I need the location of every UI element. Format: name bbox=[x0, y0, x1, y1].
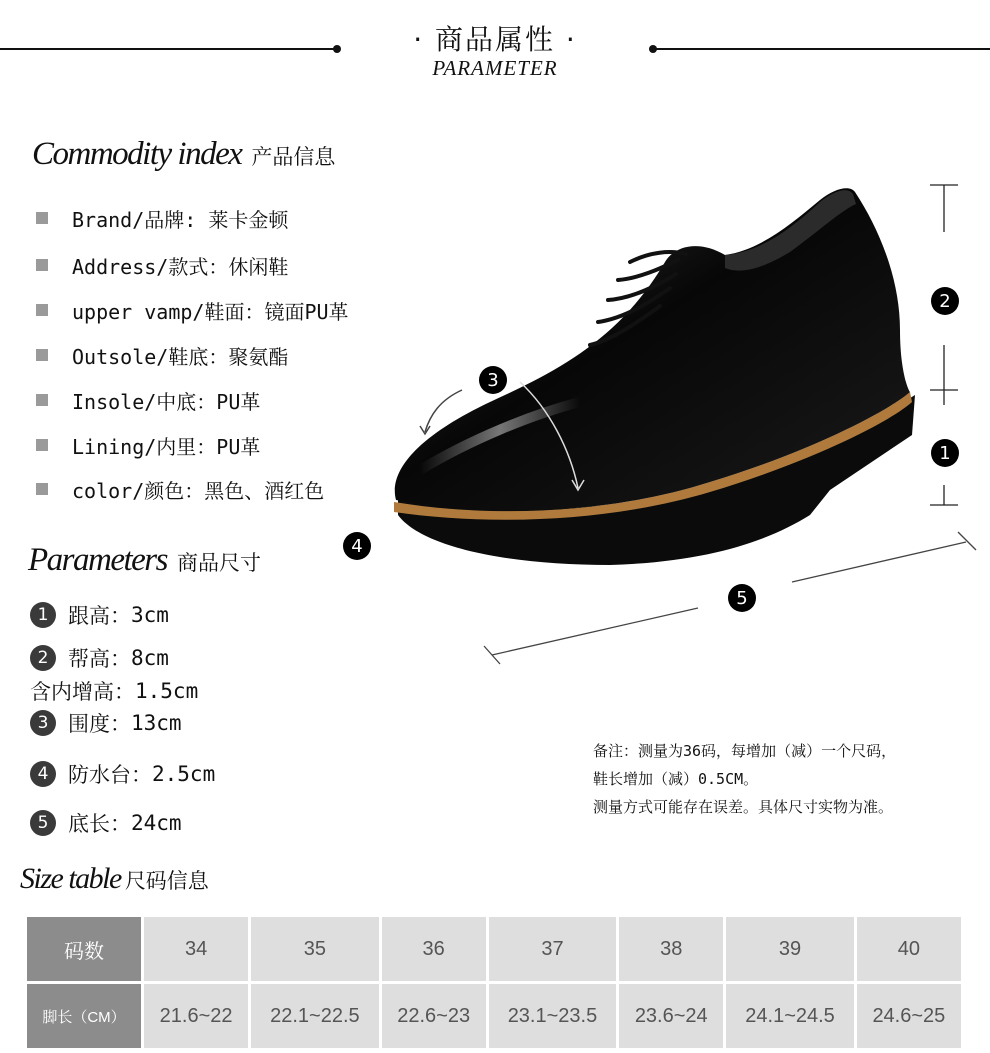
table-row bbox=[27, 984, 961, 1048]
param-label: 防水台： bbox=[68, 763, 152, 787]
param-number-badge: 5 bbox=[30, 810, 56, 836]
length-cell: 22.6~23 bbox=[382, 984, 486, 1048]
spec-item-outsole bbox=[36, 340, 288, 370]
param-upper-height bbox=[30, 643, 169, 673]
commodity-heading-en: Commodity index bbox=[32, 136, 242, 172]
spec-text: upper vamp/鞋面：镜面PU革 bbox=[72, 299, 349, 324]
square-bullet-icon bbox=[36, 212, 48, 224]
param-label: 含内增高： bbox=[30, 680, 135, 704]
square-bullet-icon bbox=[36, 349, 48, 361]
square-bullet-icon bbox=[36, 439, 48, 451]
square-bullet-icon bbox=[36, 259, 48, 271]
marker-5: 5 bbox=[728, 584, 756, 612]
parameters-heading bbox=[28, 542, 261, 579]
spec-item-brand bbox=[36, 203, 288, 233]
param-number-badge: 4 bbox=[30, 761, 56, 787]
param-value: 8cm bbox=[131, 646, 169, 670]
param-value: 3cm bbox=[131, 603, 169, 627]
size-cell: 36 bbox=[382, 917, 486, 981]
spec-text: Outsole/鞋底：聚氨酯 bbox=[72, 344, 289, 369]
param-value: 24cm bbox=[131, 811, 182, 835]
note-line-3: 测量方式可能存在误差。具体尺寸实物为准。 bbox=[593, 798, 894, 816]
marker-2: 2 bbox=[931, 287, 959, 315]
size-cell: 35 bbox=[251, 917, 378, 981]
size-cell: 37 bbox=[489, 917, 616, 981]
size-cell: 39 bbox=[726, 917, 853, 981]
length-cell: 21.6~22 bbox=[144, 984, 248, 1048]
spec-text: Brand/品牌: 莱卡金顿 bbox=[72, 207, 289, 232]
square-bullet-icon bbox=[36, 394, 48, 406]
param-label: 帮高： bbox=[68, 647, 131, 671]
table-row bbox=[27, 917, 961, 981]
size-table-heading bbox=[20, 862, 209, 896]
square-bullet-icon bbox=[36, 483, 48, 495]
spec-item-insole bbox=[36, 385, 260, 415]
spec-text: Address/款式：休闲鞋 bbox=[72, 254, 289, 279]
page-title: · 商品属性 · bbox=[413, 23, 577, 56]
square-bullet-icon bbox=[36, 304, 48, 316]
param-girth bbox=[30, 708, 182, 738]
param-number-badge: 2 bbox=[30, 645, 56, 671]
param-heel-height bbox=[30, 600, 169, 630]
param-label: 底长： bbox=[68, 812, 131, 836]
page-subtitle: PARAMETER bbox=[432, 56, 558, 80]
length-cell: 22.1~22.5 bbox=[251, 984, 378, 1048]
length-cell: 24.1~24.5 bbox=[726, 984, 853, 1048]
note-line-1: 备注：测量为36码，每增加（减）一个尺码， bbox=[593, 742, 897, 760]
param-label: 跟高： bbox=[68, 604, 131, 628]
param-value: 2.5cm bbox=[152, 762, 216, 786]
parameters-heading-zh: 商品尺寸 bbox=[176, 551, 261, 575]
param-value: 1.5cm bbox=[135, 679, 199, 703]
size-cell: 40 bbox=[857, 917, 961, 981]
spec-item-style bbox=[36, 250, 288, 280]
length-cell: 23.6~24 bbox=[619, 984, 723, 1048]
spec-text: Insole/中底：PU革 bbox=[72, 389, 261, 414]
length-cell: 24.6~25 bbox=[857, 984, 961, 1048]
param-number-badge: 1 bbox=[30, 602, 56, 628]
length-row-label: 脚长（CM） bbox=[27, 984, 141, 1048]
spec-item-color bbox=[36, 474, 324, 504]
param-sole-length bbox=[30, 808, 182, 838]
param-inner-lift bbox=[30, 676, 198, 706]
note-line-2: 鞋长增加（减）0.5CM。 bbox=[593, 770, 759, 788]
marker-3: 3 bbox=[479, 366, 507, 394]
param-label: 围度： bbox=[68, 712, 131, 736]
commodity-heading bbox=[32, 136, 335, 173]
shoe-illustration bbox=[380, 170, 990, 670]
commodity-heading-zh: 产品信息 bbox=[251, 145, 336, 169]
size-table bbox=[24, 914, 964, 1051]
size-cell: 38 bbox=[619, 917, 723, 981]
spec-item-upper bbox=[36, 295, 349, 325]
size-row-label: 码数 bbox=[27, 917, 141, 981]
size-table-heading-zh: 尺码信息 bbox=[124, 869, 209, 893]
size-table-heading-en: Size table bbox=[20, 862, 121, 895]
param-number-badge: 3 bbox=[30, 710, 56, 736]
spec-item-lining bbox=[36, 430, 260, 460]
param-value: 13cm bbox=[131, 711, 182, 735]
spec-text: Lining/内里：PU革 bbox=[72, 434, 261, 459]
length-cell: 23.1~23.5 bbox=[489, 984, 616, 1048]
param-platform bbox=[30, 759, 215, 789]
size-cell: 34 bbox=[144, 917, 248, 981]
spec-text: color/颜色：黑色、酒红色 bbox=[72, 478, 325, 503]
marker-1: 1 bbox=[931, 439, 959, 467]
marker-4: 4 bbox=[343, 532, 371, 560]
parameters-heading-en: Parameters bbox=[28, 542, 167, 578]
